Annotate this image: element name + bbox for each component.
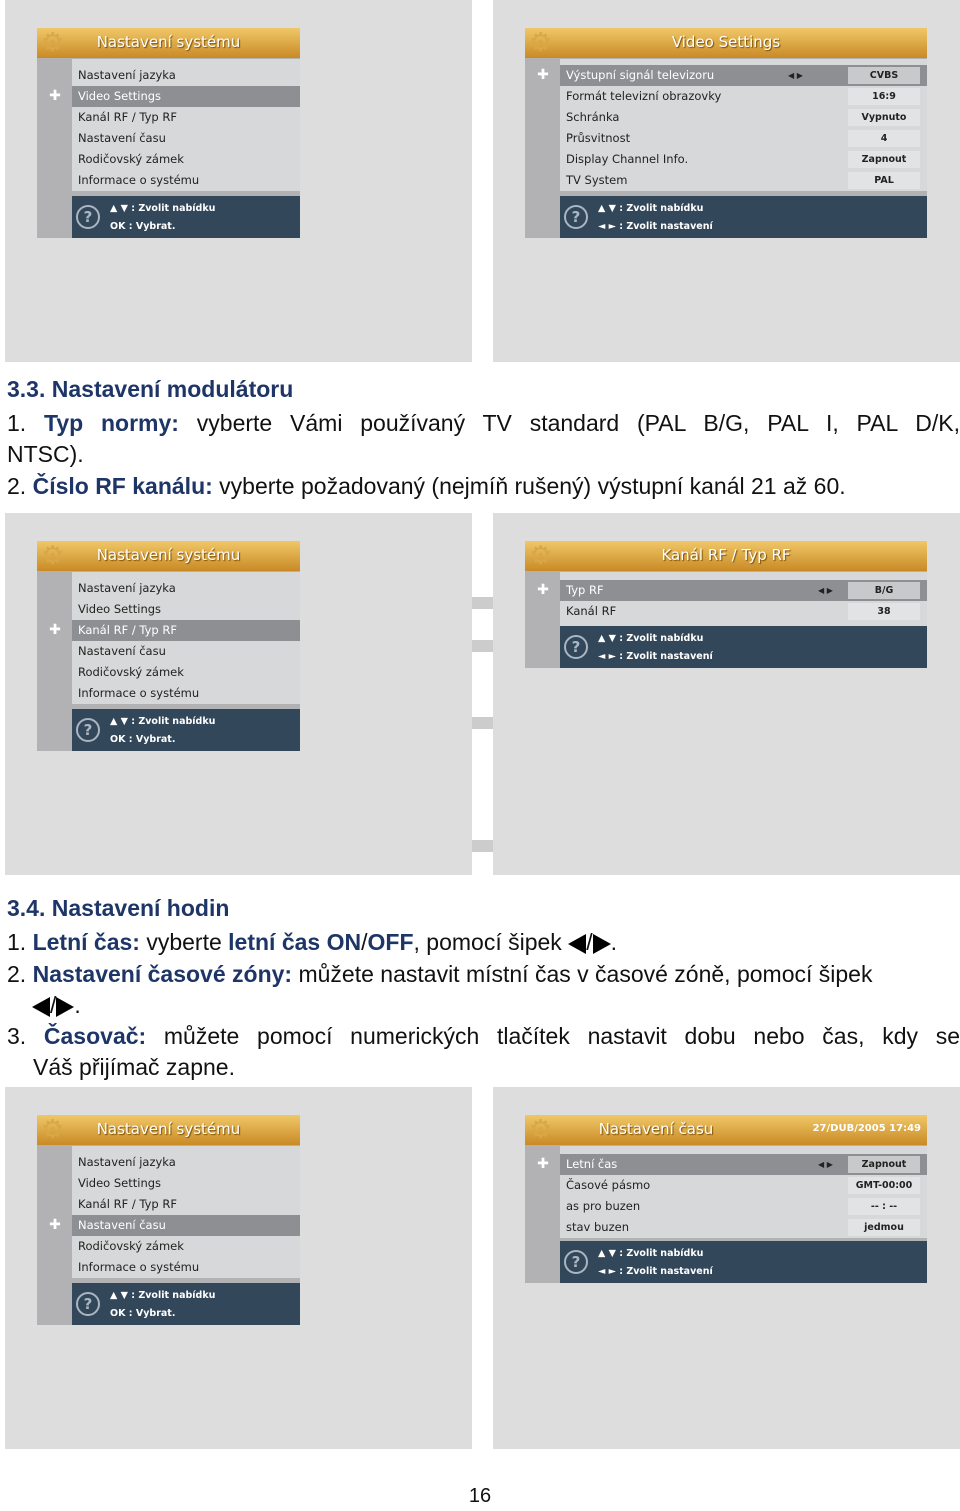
menu-item[interactable]: Rodičovský zámek (78, 665, 184, 679)
setting-value[interactable]: Vypnuto (848, 109, 920, 126)
hint-select: OK : Vybrat. (110, 734, 176, 745)
hint-adjust: ◄ ► : Zvolit nastavení (598, 651, 713, 662)
gear-icon: ⚙ (529, 1115, 553, 1145)
setting-value[interactable]: Zapnout (848, 151, 920, 168)
setting-value[interactable]: 16:9 (848, 88, 920, 105)
setting-row[interactable]: Schránka Vypnuto (560, 107, 927, 128)
screen-title: Video Settings (671, 33, 781, 51)
screen-title: Nastavení systému (96, 1120, 241, 1138)
gear-icon: ⚙ (41, 541, 65, 571)
help-bar (72, 709, 300, 751)
setting-value[interactable]: CVBS (848, 67, 920, 84)
hint-navigate: ▲ ▼ : Zvolit nabídku (110, 1290, 216, 1301)
paragraph: 1. Typ normy: vyberte Vámi používaný TV standard (PAL B/G, PAL I, PAL D/K, (7, 410, 960, 436)
left-arrow-icon (568, 934, 586, 954)
help-bar (560, 196, 927, 238)
setting-value[interactable]: Zapnout (848, 1156, 920, 1173)
left-arrow-icon (32, 997, 50, 1017)
left-right-arrows-icon: ◀ ▶ (788, 71, 803, 80)
help-icon: ? (76, 718, 100, 742)
setting-row[interactable]: Formát televizní obrazovky 16:9 (560, 86, 927, 107)
gear-icon: ⚙ (41, 1115, 65, 1145)
screen-title: Nastavení systému (96, 546, 241, 564)
time-settings-screen (525, 1115, 927, 1283)
setting-value[interactable]: B/G (848, 582, 920, 599)
menu-item[interactable]: Informace o systému (78, 686, 200, 700)
menu-item[interactable]: Video Settings (78, 1176, 162, 1190)
help-icon: ? (564, 205, 588, 229)
hint-select: OK : Vybrat. (110, 1308, 176, 1319)
paragraph-cont: Váš přijímač zapne. (33, 1054, 235, 1080)
selection-marker-icon: ✚ (49, 88, 61, 104)
system-settings-screen (37, 1115, 300, 1325)
setting-row[interactable]: Kanál RF 38 (560, 601, 927, 622)
setting-value[interactable]: 38 (848, 603, 920, 620)
help-icon: ? (564, 1250, 588, 1274)
left-right-arrows-icon: ◀ ▶ (818, 1160, 833, 1169)
menu-item[interactable]: Nastavení jazyka (78, 581, 176, 595)
setting-row[interactable]: Display Channel Info. Zapnout (560, 149, 927, 170)
setting-row[interactable]: TV System PAL (560, 170, 927, 191)
screen-title: Kanál RF / Typ RF (661, 546, 791, 564)
hint-navigate: ▲ ▼ : Zvolit nabídku (598, 203, 704, 214)
menu-item[interactable]: Informace o systému (78, 173, 200, 187)
menu-item-selected[interactable]: ✚ Video Settings (72, 86, 300, 107)
system-settings-screen (37, 28, 300, 238)
rf-channel-screen (525, 541, 927, 668)
gear-icon: ⚙ (41, 28, 65, 58)
hint-adjust: ◄ ► : Zvolit nastavení (598, 1266, 713, 1277)
section-heading: 3.4. Nastavení hodin (7, 895, 230, 921)
screen-title: Nastavení systému (96, 33, 241, 51)
setting-row[interactable]: Časové pásmo GMT-00:00 (560, 1175, 927, 1196)
paragraph: 3. Časovač: můžete pomocí numerických tlačítek nastavit dobu nebo čas, kdy se (7, 1023, 960, 1049)
hint-navigate: ▲ ▼ : Zvolit nabídku (110, 203, 216, 214)
gear-icon: ⚙ (529, 28, 553, 58)
setting-value[interactable]: GMT-00:00 (848, 1177, 920, 1194)
menu-item[interactable]: Kanál RF / Typ RF (78, 1197, 177, 1211)
hint-navigate: ▲ ▼ : Zvolit nabídku (110, 716, 216, 727)
selection-marker-icon: ✚ (537, 1156, 549, 1172)
setting-row[interactable]: stav buzen jedmou (560, 1217, 927, 1238)
menu-item[interactable]: Rodičovský zámek (78, 152, 184, 166)
help-icon: ? (564, 635, 588, 659)
help-bar (560, 626, 927, 668)
section-heading: 3.3. Nastavení modulátoru (7, 376, 294, 402)
paragraph: 2. Číslo RF kanálu: vyberte požadovaný (nejmíň rušený) výstupní kanál 21 až 60. (7, 473, 846, 499)
setting-row[interactable]: as pro buzen -- : -- (560, 1196, 927, 1217)
hint-adjust: ◄ ► : Zvolit nastavení (598, 221, 713, 232)
menu-item[interactable]: Informace o systému (78, 1260, 200, 1274)
menu-item-selected[interactable]: ✚ Kanál RF / Typ RF (72, 620, 300, 641)
right-arrow-icon (593, 934, 611, 954)
date-time: 27/DUB/2005 17:49 (812, 1123, 921, 1134)
help-icon: ? (76, 1292, 100, 1316)
help-bar (72, 196, 300, 238)
help-icon: ? (76, 205, 100, 229)
system-settings-screen (37, 541, 300, 751)
help-bar (72, 1283, 300, 1325)
paragraph-cont: / . (32, 990, 232, 1021)
menu-item[interactable]: Nastavení času (78, 644, 166, 658)
setting-value[interactable]: -- : -- (848, 1198, 920, 1215)
help-bar (560, 1241, 927, 1283)
hint-navigate: ▲ ▼ : Zvolit nabídku (598, 1248, 704, 1259)
hint-navigate: ▲ ▼ : Zvolit nabídku (598, 633, 704, 644)
selection-marker-icon: ✚ (537, 67, 549, 83)
menu-item-selected[interactable]: ✚ Nastavení času (72, 1215, 300, 1236)
screen-title: Nastavení času (598, 1120, 714, 1138)
menu-item[interactable]: Video Settings (78, 602, 162, 616)
selection-marker-icon: ✚ (49, 1217, 61, 1233)
video-settings-screen (525, 28, 927, 238)
setting-value[interactable]: jedmou (848, 1219, 920, 1236)
page-number: 16 (468, 1485, 492, 1507)
setting-row-selected[interactable]: ✚ Výstupní signál televizoru ◀ ▶ CVBS (560, 65, 927, 86)
menu-item[interactable]: Rodičovský zámek (78, 1239, 184, 1253)
paragraph-cont: NTSC). (7, 441, 84, 467)
setting-row-selected[interactable]: ✚ Letní čas ◀ ▶ Zapnout (560, 1154, 927, 1175)
paragraph: 1. Letní čas: vyberte letní čas ON/OFF, pomocí šipek / . (7, 929, 617, 955)
setting-row-selected[interactable]: ✚ Typ RF ◀ ▶ B/G (560, 580, 927, 601)
setting-value[interactable]: 4 (848, 130, 920, 147)
hint-select: OK : Vybrat. (110, 221, 176, 232)
setting-value[interactable]: PAL (848, 172, 920, 189)
menu-item[interactable]: Kanál RF / Typ RF (78, 110, 177, 124)
left-right-arrows-icon: ◀ ▶ (818, 586, 833, 595)
menu-item[interactable]: Nastavení jazyka (78, 68, 176, 82)
selection-marker-icon: ✚ (537, 582, 549, 598)
paragraph: 2. Nastavení časové zóny: můžete nastavit místní čas v časové zóně, pomocí šipek (7, 961, 873, 987)
right-arrow-icon (56, 997, 74, 1017)
menu-item[interactable]: Nastavení času (78, 131, 166, 145)
menu-item[interactable]: Nastavení jazyka (78, 1155, 176, 1169)
selection-marker-icon: ✚ (49, 622, 61, 638)
setting-row[interactable]: Průsvitnost 4 (560, 128, 927, 149)
gear-icon: ⚙ (529, 541, 553, 571)
